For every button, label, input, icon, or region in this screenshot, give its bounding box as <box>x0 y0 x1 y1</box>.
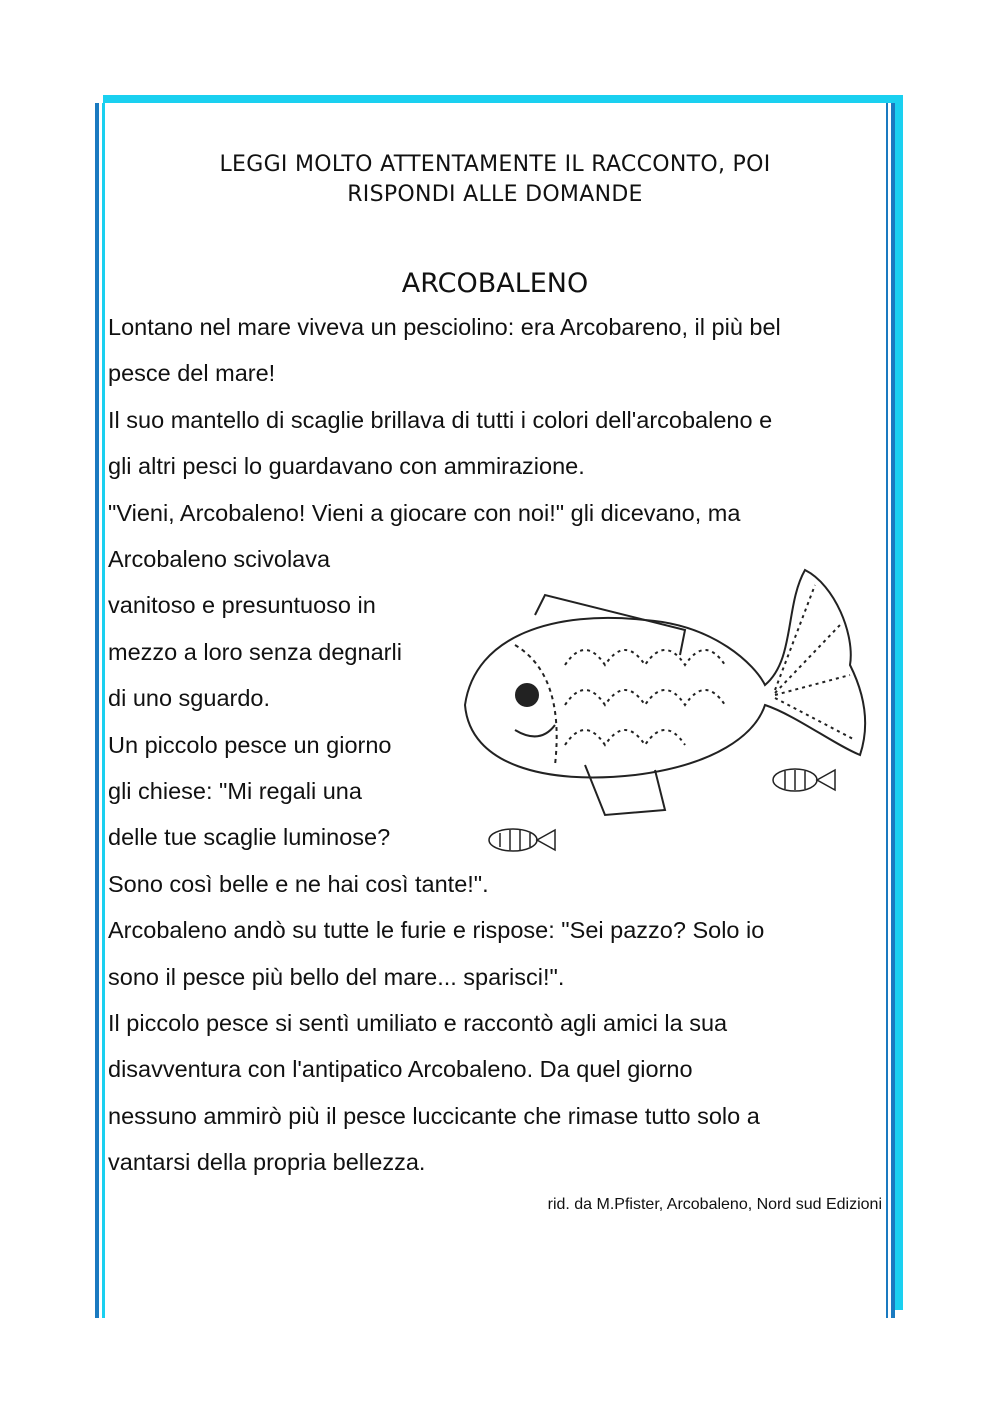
story-line: gli chiese: "Mi regali una <box>108 778 362 804</box>
story-line: Il piccolo pesce si sentì umiliato e raccontò agli amici la sua <box>108 1010 728 1036</box>
story-line: Il suo mantello di scaglie brillava di tutti i colori dell'arcobaleno e <box>108 406 773 433</box>
story-line: gli altri pesci lo guardavano con ammirazione. <box>108 453 585 480</box>
story-line: delle tue scaglie luminose? <box>108 824 391 851</box>
story-line: Un piccolo pesce un giorno <box>108 731 392 758</box>
story-line: di uno sguardo. <box>108 685 271 712</box>
story-line: vanitoso e presuntuoso in <box>108 592 376 619</box>
story-line: sono il pesce più bello del mare... sparisci!". <box>108 963 565 990</box>
story-line: Arcobaleno scivolava <box>108 546 331 572</box>
story-line: pesce del mare! <box>108 360 276 387</box>
story-line: Sono così belle e ne hai così tante!". <box>108 870 489 897</box>
border-left-dark <box>95 103 99 1318</box>
story-title: ARCOBALENO <box>401 268 589 299</box>
story-line: vantarsi della propria bellezza. <box>108 1149 426 1176</box>
story-line: disavventura con l'antipatico Arcobaleno. Da quel giorno <box>108 1056 693 1083</box>
rainbow-fish-illustration <box>455 565 875 865</box>
story-line: mezzo a loro senza degnarli <box>108 638 402 665</box>
source-credit: rid. da M.Pfister, Arcobaleno, Nord sud Edizioni <box>547 1196 882 1213</box>
border-right-thin <box>886 103 888 1318</box>
small-fish-left-icon <box>489 829 555 851</box>
story-line: Lontano nel mare viveva un pesciolino: era Arcobareno, il più bel <box>108 314 781 340</box>
instructions-line-2: RISPONDI ALLE DOMANDE <box>347 182 643 207</box>
instructions-line-1: LEGGI MOLTO ATTENTAMENTE IL RACCONTO, POI <box>219 152 771 177</box>
border-top <box>103 95 903 103</box>
story-line: "Vieni, Arcobaleno! Vieni a giocare con noi!" gli dicevano, ma <box>108 499 741 526</box>
border-right-cyan <box>895 95 903 1310</box>
small-fish-right-icon <box>773 769 835 791</box>
border-left-cyan <box>102 103 105 1318</box>
instructions-heading <box>110 150 880 210</box>
story-line: Arcobaleno andò su tutte le furie e rispose: "Sei pazzo? Solo io <box>108 917 765 944</box>
story-line: nessuno ammirò più il pesce luccicante che rimase tutto solo a <box>108 1102 760 1129</box>
